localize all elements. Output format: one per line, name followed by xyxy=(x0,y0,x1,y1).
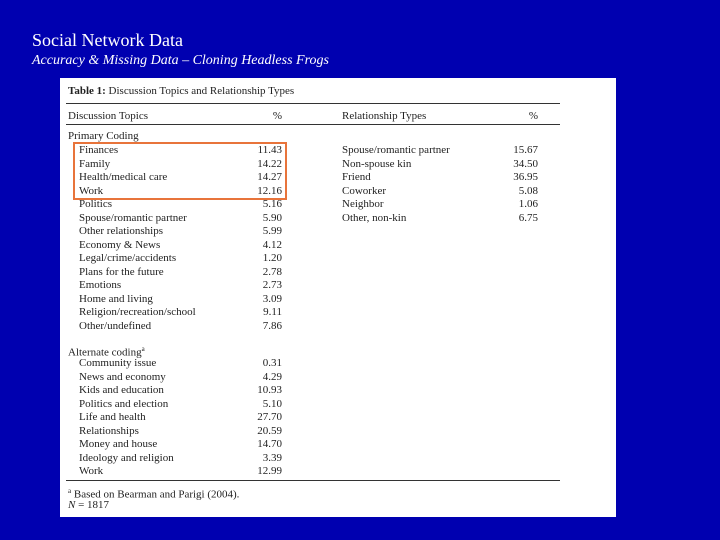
pct-cell: 10.93 xyxy=(257,384,282,396)
table-row xyxy=(60,384,560,398)
pct-cell: 14.70 xyxy=(257,438,282,450)
slide-title: Social Network Data xyxy=(32,30,183,50)
table-caption-text: Discussion Topics and Relationship Types xyxy=(105,85,295,97)
highlight-box xyxy=(73,142,287,200)
topic-cell: Community issue xyxy=(79,357,157,369)
relationship-pct-cell: 6.75 xyxy=(518,211,538,224)
table-row xyxy=(60,306,560,320)
relationship-cell: Non-spouse kin xyxy=(342,157,412,170)
header-rule xyxy=(66,124,560,125)
header-pct: % xyxy=(272,110,282,122)
relationship-cell: Spouse/romantic partner xyxy=(342,144,450,156)
topic-cell: Legal/crime/accidents xyxy=(79,252,177,264)
table-row xyxy=(60,279,560,293)
pct-cell: 4.12 xyxy=(262,238,282,251)
alternate-coding-text: Alternate coding xyxy=(68,346,142,359)
table-row xyxy=(60,198,560,212)
bottom-rule xyxy=(66,480,560,481)
topic-cell: Health/medical care xyxy=(79,171,168,183)
topic-cell: News and economy xyxy=(79,370,166,383)
topic-cell: Relationships xyxy=(79,424,139,437)
header-discussion-topics: Discussion Topics xyxy=(68,110,149,122)
top-rule xyxy=(66,103,560,104)
table-caption-label: Table 1: xyxy=(68,85,106,97)
footnote-sup: a xyxy=(68,487,72,495)
pct-cell: 2.73 xyxy=(262,279,282,291)
table-row xyxy=(60,239,560,253)
table-row xyxy=(60,266,560,280)
pct-cell: 0.31 xyxy=(262,357,282,369)
topic-cell: Plans for the future xyxy=(79,265,164,278)
table-row xyxy=(60,293,560,307)
relationship-pct-cell: 5.08 xyxy=(518,184,538,197)
table-row xyxy=(60,465,560,479)
pct-cell: 27.70 xyxy=(257,411,282,423)
pct-cell: 14.22 xyxy=(257,157,282,170)
pct-cell: 20.59 xyxy=(257,424,282,437)
relationship-cell: Neighbor xyxy=(342,198,384,210)
pct-cell: 12.99 xyxy=(257,465,282,477)
pct-cell: 7.86 xyxy=(262,319,282,332)
topic-cell: Home and living xyxy=(79,292,153,305)
topic-cell: Ideology and religion xyxy=(79,451,174,464)
pct-cell: 5.16 xyxy=(262,198,282,210)
table-row xyxy=(60,438,560,452)
table-row xyxy=(60,411,560,425)
pct-cell: 5.10 xyxy=(262,397,282,410)
n-value: = 1817 xyxy=(75,499,110,511)
table-image xyxy=(60,78,616,517)
table-row xyxy=(60,371,560,385)
table-row xyxy=(60,425,560,439)
pct-cell: 2.78 xyxy=(262,265,282,278)
relationship-cell: Friend xyxy=(342,171,371,183)
topic-cell: Politics and election xyxy=(79,397,169,410)
sample-size xyxy=(68,499,109,513)
relationship-pct-cell: 1.06 xyxy=(518,198,538,210)
n-label: N xyxy=(68,499,76,511)
table-row xyxy=(60,212,560,226)
pct-cell: 11.43 xyxy=(257,144,282,156)
table-caption xyxy=(68,85,294,99)
topic-cell: Other/undefined xyxy=(79,319,152,332)
header-pct-2: % xyxy=(528,110,538,122)
footnote-text: Based on Bearman and Parigi (2004). xyxy=(71,488,240,501)
table-row xyxy=(60,252,560,266)
topic-cell: Life and health xyxy=(79,411,146,423)
table-row xyxy=(60,320,560,334)
topic-cell: Religion/recreation/school xyxy=(79,306,196,318)
relationship-pct-cell: 15.67 xyxy=(513,144,538,156)
pct-cell: 5.99 xyxy=(262,225,282,237)
pct-cell: 5.90 xyxy=(262,211,282,224)
pct-cell: 14.27 xyxy=(257,171,282,183)
relationship-cell: Coworker xyxy=(342,184,386,197)
topic-cell: Work xyxy=(79,465,104,477)
alternate-rows xyxy=(60,357,560,479)
table-row xyxy=(60,225,560,239)
topic-cell: Work xyxy=(79,184,104,197)
relationship-cell: Other, non-kin xyxy=(342,211,407,224)
pct-cell: 4.29 xyxy=(262,370,282,383)
pct-cell: 9.11 xyxy=(263,306,282,318)
topic-cell: Family xyxy=(79,157,111,170)
table-row xyxy=(60,398,560,412)
pct-cell: 12.16 xyxy=(257,184,282,197)
table-row xyxy=(60,357,560,371)
relationship-pct-cell: 36.95 xyxy=(513,171,538,183)
topic-cell: Other relationships xyxy=(79,225,164,237)
pct-cell: 3.09 xyxy=(262,292,282,305)
header-relationship-types: Relationship Types xyxy=(342,110,427,122)
topic-cell: Politics xyxy=(79,198,113,210)
primary-coding-label: Primary Coding xyxy=(68,130,139,142)
topic-cell: Economy & News xyxy=(79,238,161,251)
pct-cell: 3.39 xyxy=(262,451,282,464)
topic-cell: Emotions xyxy=(79,279,122,291)
slide-subtitle: Accuracy & Missing Data – Cloning Headless Frogs xyxy=(32,53,329,68)
relationship-pct-cell: 34.50 xyxy=(513,157,538,170)
topic-cell: Finances xyxy=(79,144,119,156)
topic-cell: Money and house xyxy=(79,438,158,450)
topic-cell: Kids and education xyxy=(79,384,164,396)
table-row xyxy=(60,452,560,466)
alternate-coding-sup: a xyxy=(141,345,145,353)
pct-cell: 1.20 xyxy=(262,252,282,264)
topic-cell: Spouse/romantic partner xyxy=(79,211,187,224)
